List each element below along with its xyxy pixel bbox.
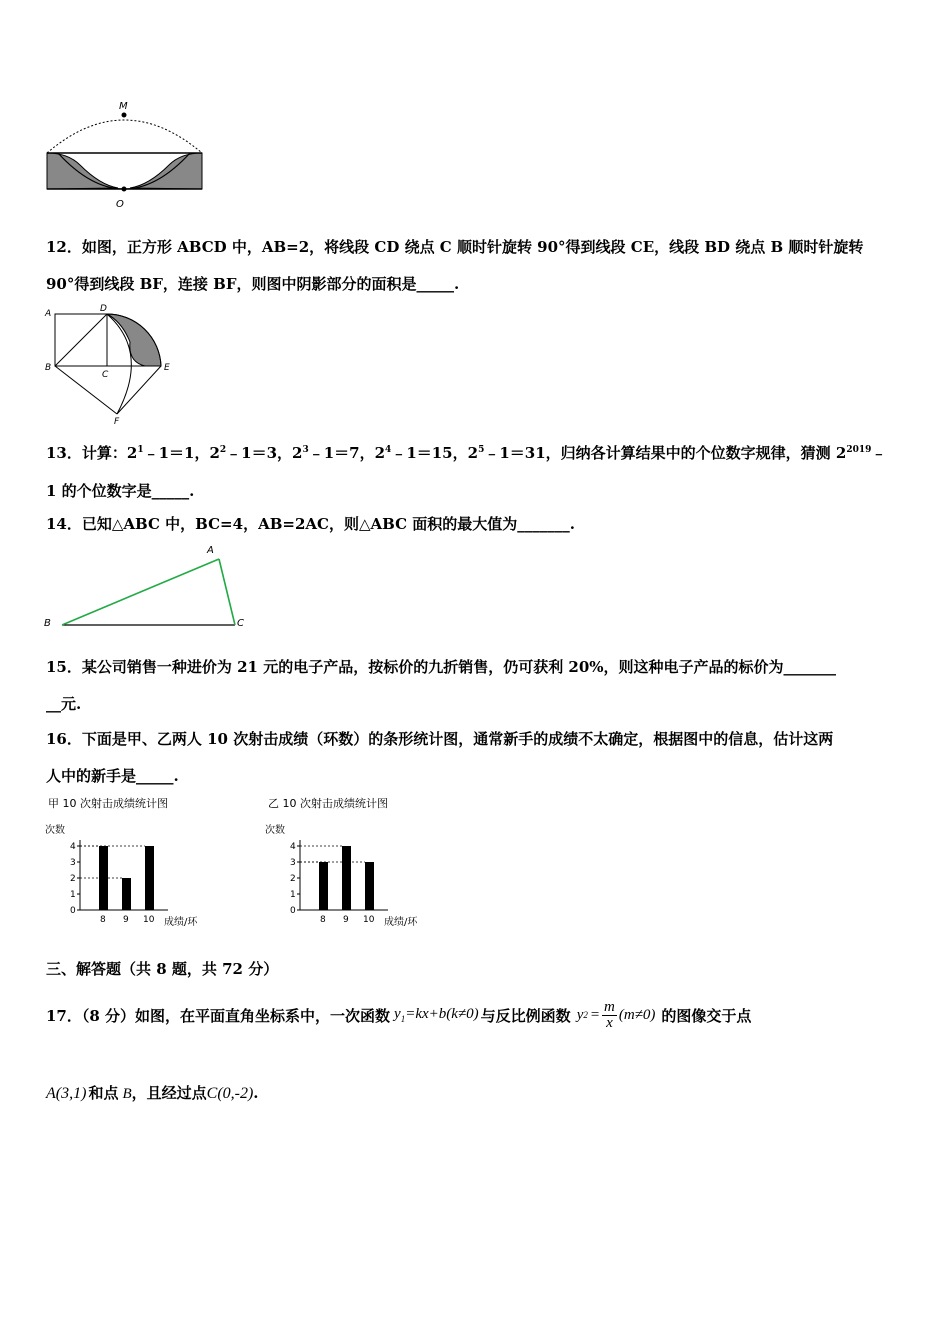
point-m: [122, 113, 127, 118]
label-c: C: [102, 370, 109, 380]
bar: [342, 846, 351, 910]
x-axis-label: 成绩/环: [164, 917, 198, 928]
y-tick-label: 1: [290, 890, 296, 900]
chart-title: 乙 10 次射击成绩统计图: [268, 797, 388, 810]
label-b: B: [45, 363, 52, 373]
bar: [319, 862, 328, 910]
x-tick-label: 8: [320, 915, 326, 925]
label-e: E: [164, 363, 170, 373]
y-tick-label: 0: [290, 906, 296, 916]
diagonal-bd: [55, 314, 107, 366]
question-15-line1: 15．某公司销售一种进价为 21 元的电子产品，按标价的九折销售，仍可获利 20%，则这种电子产品的标价为_______: [46, 658, 837, 676]
side-ac: [219, 559, 235, 625]
question-13-line2: 1 的个位数字是_____.: [46, 482, 195, 500]
chart-yi: [260, 793, 440, 933]
y-tick-label: 2: [290, 874, 296, 884]
figure-q11: [40, 95, 215, 215]
question-12-line1: 12．如图，正方形 ABCD 中，AB=2，将线段 CD 绕点 C 顺时针旋转 90°得到线段 CE，线段 BD 绕点 B 顺时针旋转: [46, 238, 864, 256]
figure-q12: [40, 302, 180, 427]
question-16-line2: 人中的新手是_____.: [46, 767, 179, 785]
x-tick-label: 10: [143, 915, 155, 925]
y-tick-label: 1: [70, 890, 76, 900]
bar: [365, 862, 374, 910]
figure-q14: [40, 540, 260, 632]
label-m: M: [119, 101, 128, 112]
label-b: B: [44, 618, 51, 629]
label-o: O: [116, 199, 124, 210]
x-tick-label: 8: [100, 915, 106, 925]
shaded-region-right: [130, 153, 202, 189]
label-c: C: [237, 618, 244, 629]
question-15-line2: __元.: [46, 695, 82, 713]
question-16-line1: 16．下面是甲、乙两人 10 次射击成绩（环数）的条形统计图，通常新手的成绩不太确定，根据图中的信息，估计这两: [46, 730, 834, 748]
section-3-title: 三、解答题（共 8 题，共 72 分）: [46, 960, 279, 978]
chart-jia: [40, 793, 220, 933]
question-13-line1: 13．计算：$2^1﹣1=1$，$2^2﹣1=3$，$2^3﹣1=7$，$2^4﹣1=15$，$2^5﹣1=31$，归纳各计算结果中的个位数字规律，猜测 $2^{2019}﹣$: [46, 444, 887, 462]
side-ab: [62, 559, 219, 625]
y-axis-label: 次数: [265, 825, 285, 836]
question-12-line2: 90°得到线段 BF，连接 BF，则图中阴影部分的面积是_____.: [46, 275, 460, 293]
x-tick-label: 9: [123, 915, 129, 925]
dotted-arc: [47, 120, 202, 153]
y-tick-label: 3: [290, 858, 296, 868]
y-tick-label: 0: [70, 906, 76, 916]
x-axis-label: 成绩/环: [384, 917, 418, 928]
y-tick-label: 4: [290, 842, 296, 852]
bar: [122, 878, 131, 910]
formula-inverse: y 2 = $\frac{m}{x}$ (m≠0): [576, 998, 656, 1031]
question-17-line2: A(3,1) 和点 B ，且经过点 C(0,-2) .: [46, 1084, 259, 1102]
question-17-line1: 17．（8 分）如图，在平面直角坐标系中，一次函数 $y_1=kx+b(k\ne 0)$ 与反比例函数 y 2 = $\frac{m}{x}$ (m≠0) 的图像交于点: [46, 998, 752, 1031]
segment-fe: [117, 366, 161, 414]
y-axis-label: 次数: [45, 825, 65, 836]
formula-linear: $y_1=kx+b(k\ne 0)$: [394, 1006, 479, 1024]
shaded-region-left: [47, 153, 118, 189]
bar: [145, 846, 154, 910]
question-14: 14．已知△ABC 中，BC=4，AB=2AC，则△ABC 面积的最大值为_______.: [46, 515, 575, 533]
y-tick-label: 3: [70, 858, 76, 868]
x-tick-label: 10: [363, 915, 375, 925]
point-o: [122, 187, 127, 192]
label-a: A: [45, 309, 52, 319]
label-a: A: [207, 545, 214, 556]
label-d: D: [100, 304, 107, 314]
y-tick-label: 4: [70, 842, 76, 852]
label-f: F: [114, 417, 120, 427]
chart-title: 甲 10 次射击成绩统计图: [48, 797, 168, 810]
x-tick-label: 9: [343, 915, 349, 925]
y-tick-label: 2: [70, 874, 76, 884]
